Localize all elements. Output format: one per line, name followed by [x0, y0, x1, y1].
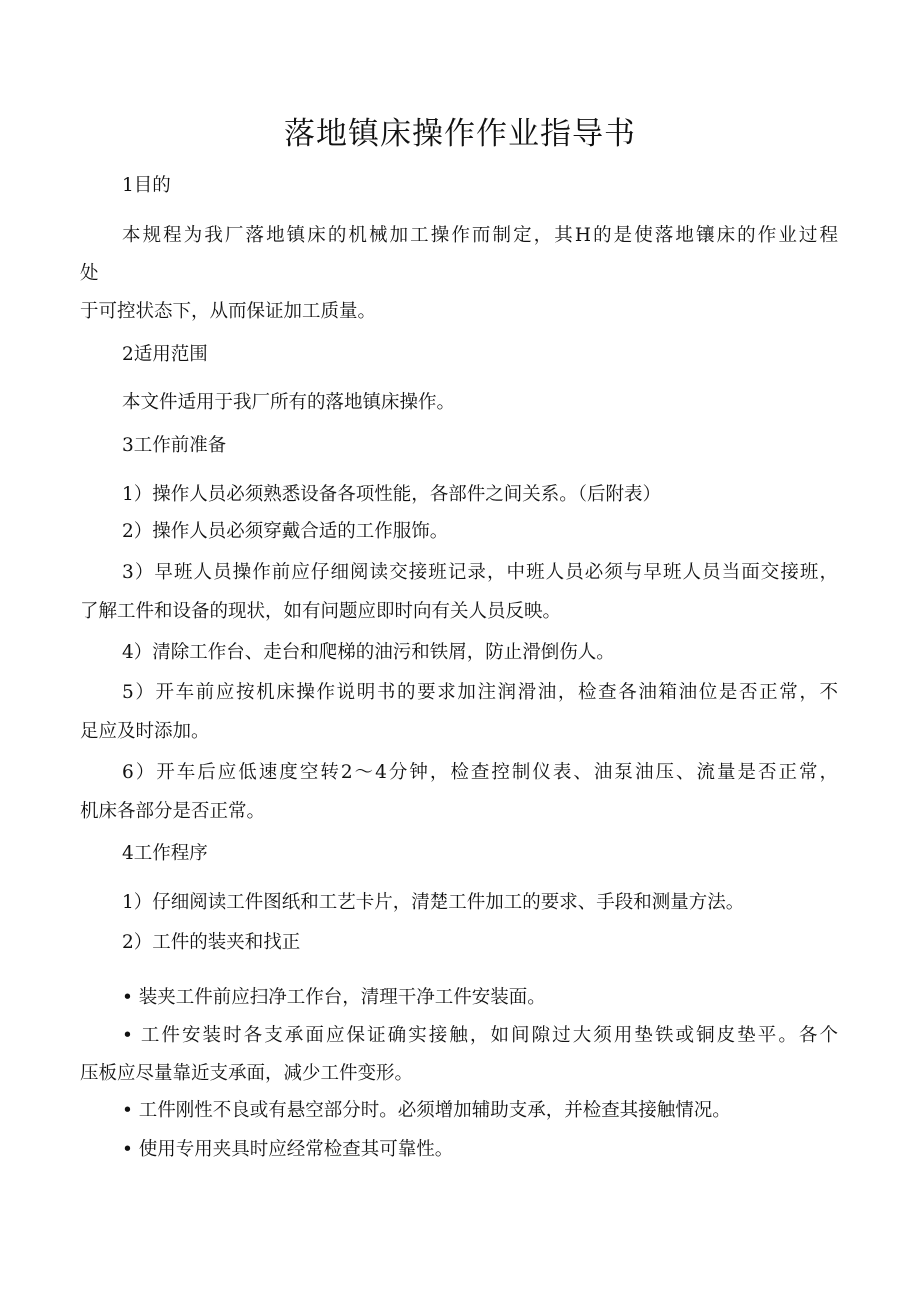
procedure-bullet-1: • 装夹工件前应扫净工作台，清理干净工件安装面。 [122, 987, 546, 1008]
purpose-line-2: 处 [80, 263, 99, 284]
procedure-bullet-3: • 工件刚性不良或有悬空部分时。必须增加辅助支承，并检查其接触情况。 [122, 1100, 731, 1121]
procedure-bullet-4: • 使用专用夹具时应经常检查其可靠性。 [122, 1139, 454, 1160]
section-heading-purpose: 1目的 [122, 175, 171, 196]
preparation-item-4: 4）清除工作台、走台和爬梯的油污和铁屑，防止滑倒伤人。 [122, 642, 615, 663]
preparation-item-6-line-1: 6）开车后应低速度空转2～4分钟，检查控制仪表、油泵油压、流量是否正常， [122, 762, 838, 783]
scope-line-1: 本文件适用于我厂所有的落地镇床操作。 [122, 392, 456, 413]
purpose-line-3: 于可控状态下，从而保证加工质量。 [80, 301, 377, 322]
procedure-bullet-2-line-1: • 工件安装时各支承面应保证确实接触，如间隙过大须用垫铁或铜皮垫平。各个 [122, 1025, 838, 1046]
preparation-item-3-line-1: 3）早班人员操作前应仔细阅读交接班记录，中班人员必须与早班人员当面交接班， [122, 562, 838, 583]
procedure-bullet-2-line-2: 压板应尽量靠近支承面，减少工件变形。 [80, 1063, 414, 1084]
preparation-item-3-line-2: 了解工件和设备的现状，如有问题应即时向有关人员反映。 [80, 601, 562, 622]
preparation-item-5-line-1: 5）开车前应按机床操作说明书的要求加注润滑油，检查各油箱油位是否正常，不 [122, 682, 838, 703]
preparation-item-1: 1）操作人员必须熟悉设备各项性能，各部件之间关系。（后附表） [122, 484, 662, 505]
preparation-item-5-line-2: 足应及时添加。 [80, 721, 210, 742]
preparation-item-6-line-2: 机床各部分是否正常。 [80, 801, 266, 822]
document-title: 落地镇床操作作业指导书 [284, 116, 636, 152]
section-heading-preparation: 3工作前准备 [122, 435, 227, 456]
procedure-item-1: 1）仔细阅读工件图纸和工艺卡片，清楚工件加工的要求、手段和测量方法。 [122, 892, 745, 913]
procedure-item-2: 2）工件的装夹和找正 [122, 932, 301, 953]
section-heading-procedure: 4工作程序 [122, 843, 208, 864]
preparation-item-2: 2）操作人员必须穿戴合适的工作服饰。 [122, 521, 449, 542]
section-heading-scope: 2适用范围 [122, 344, 208, 365]
purpose-line-1: 本规程为我厂落地镇床的机械加工操作而制定，其H的是使落地镶床的作业过程 [122, 225, 838, 246]
